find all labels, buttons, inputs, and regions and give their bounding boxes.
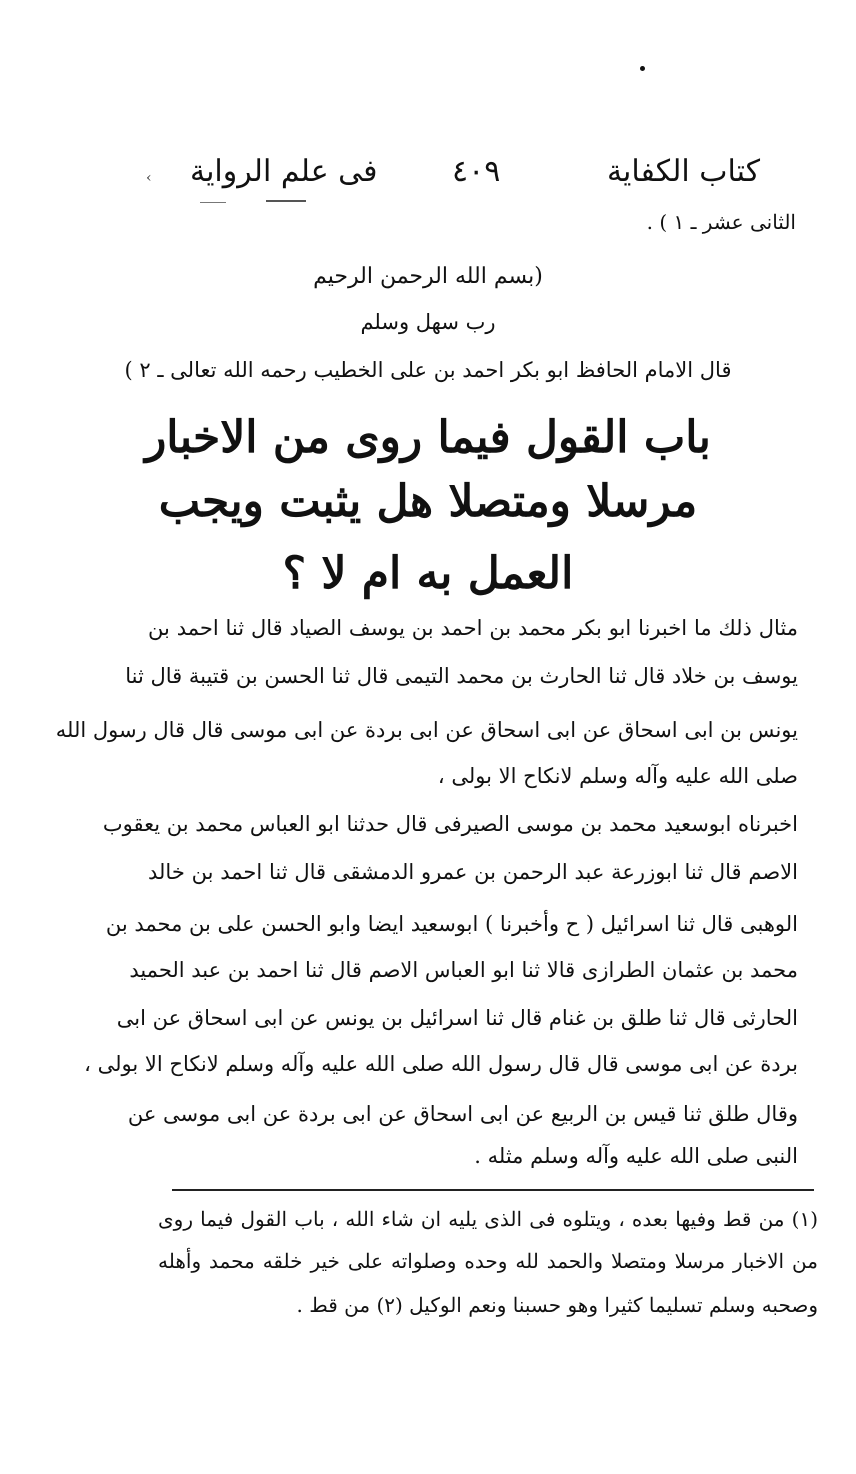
body-line: النبى صلى الله عليه وآله وسلم مثله .	[474, 1144, 798, 1168]
ink-dot	[640, 66, 645, 71]
body-line: بردة عن ابى موسى قال قال رسول الله صلى الله عليه وآله وسلم لانكاح الا بولى ،	[84, 1052, 798, 1076]
body-line: محمد بن عثمان الطرازى قالا ثنا ابو العباس الاصم قال ثنا احمد بن عبد الحميد	[129, 958, 798, 982]
body-line: الحارثى قال ثنا طلق بن غنام قال ثنا اسرائيل بن يونس عن ابى اسحاق عن ابى	[116, 1006, 798, 1030]
footnote-separator	[172, 1189, 814, 1191]
body-line: يوسف بن خلاد قال ثنا الحارث بن محمد التيمى قال ثنا الحسن بن قتيبة قال ثنا	[125, 664, 798, 688]
subject-underline	[200, 202, 226, 203]
body-line: اخبرناه ابوسعيد محمد بن موسى الصيرفى قال حدثنا ابو العباس محمد بن يعقوب	[102, 812, 798, 836]
previous-note: الثانى عشر ـ ١ ) .	[646, 210, 796, 234]
page-number-underline	[266, 200, 306, 202]
footnote-line: (١) من قط وفيها بعده ، ويتلوه فى الذى يليه ان شاء الله ، باب القول فيما روى	[158, 1207, 818, 1231]
body-line: الاصم قال ثنا ابوزرعة عبد الرحمن بن عمرو الدمشقى قال ثنا احمد بن خالد	[148, 860, 798, 884]
running-header	[190, 150, 760, 194]
body-line: يونس بن ابى اسحاق عن ابى اسحاق عن ابى بردة عن ابى موسى قال قال رسول الله	[55, 718, 798, 742]
body-line: الوهبى قال ثنا اسرائيل ( ح وأخبرنا ) ابوسعيد ايضا وابو الحسن على بن محمد بن	[105, 912, 798, 936]
author-line: قال الامام الحافظ ابو بكر احمد بن على الخطيب رحمه الله تعالى ـ ٢ )	[124, 358, 732, 382]
footnote-line: من الاخبار مرسلا ومتصلا والحمد لله وحده وصلواته على خير خلقه محمد وأهله	[158, 1249, 818, 1273]
book-subject: فى علم الرواية	[190, 154, 378, 189]
invocation: رب سهل وسلم	[360, 310, 496, 334]
page-number: ٤٠٩	[452, 154, 501, 189]
basmala: (بسم الله الرحمن الرحيم	[313, 264, 543, 289]
body-line: وقال طلق ثنا قيس بن الربيع عن ابى اسحاق عن ابى بردة عن ابى موسى عن	[127, 1102, 798, 1126]
body-line: صلى الله عليه وآله وسلم لانكاح الا بولى ،	[437, 764, 798, 788]
footnote-line: وصحبه وسلم تسليما كثيرا وهو حسبنا ونعم الوكيل (٢) من قط .	[296, 1293, 818, 1317]
book-title: كتاب الكفاية	[606, 154, 760, 189]
chapter-heading-line-2: مرسلا ومتصلا هل يثبت ويجب	[158, 476, 698, 527]
chapter-heading-line-1: باب القول فيما روى من الاخبار	[145, 412, 711, 463]
chapter-heading-line-3: العمل به ام لا ؟	[282, 548, 574, 599]
body-line: مثال ذلك ما اخبرنا ابو بكر محمد بن احمد بن يوسف الصياد قال ثنا احمد بن	[148, 616, 798, 640]
margin-mark: ›	[146, 170, 152, 186]
